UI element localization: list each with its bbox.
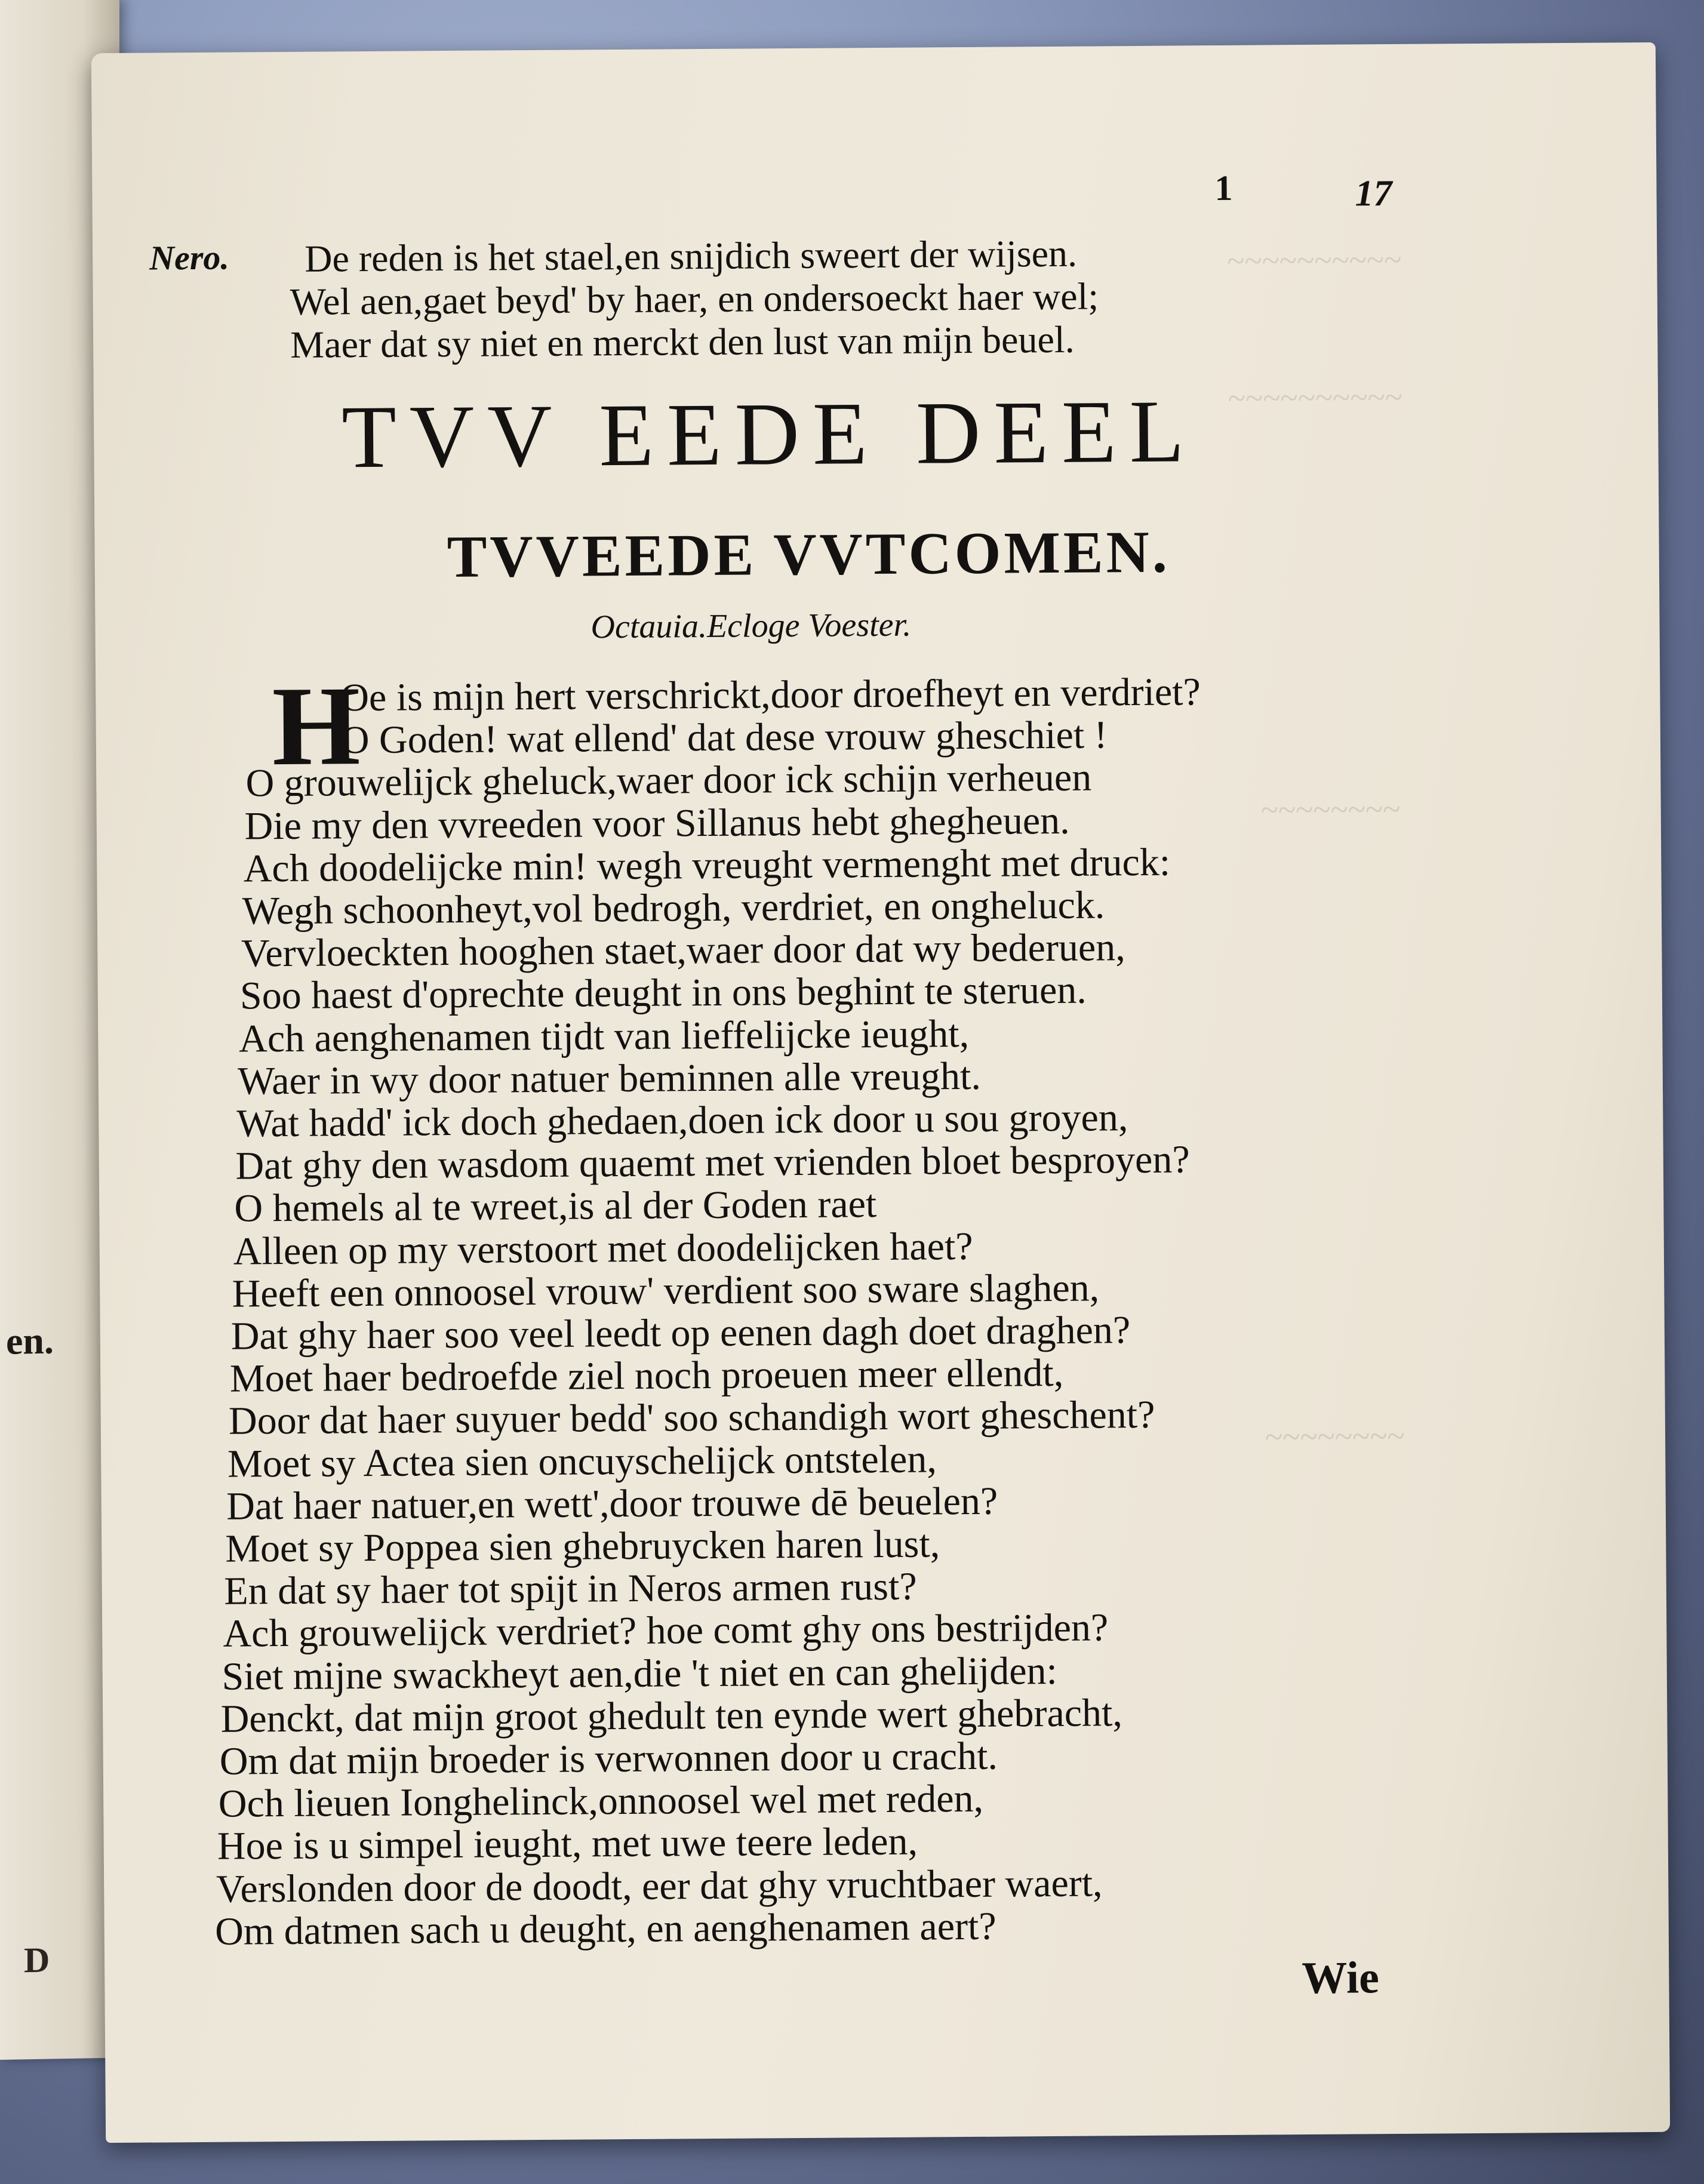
- verse-line: Hoe is u simpel ieught, met uwe teere leden,: [217, 1819, 918, 1869]
- show-through: ~~~~~~~~: [1260, 790, 1401, 828]
- opening-line-2: Wel aen,gaet beyd' by haer, en ondersoeckt haer wel;: [290, 275, 1099, 323]
- verse-line: Ach grouwelijck verdriet? hoe comt ghy ons bestrijden?: [223, 1605, 1109, 1656]
- verse-line: Om datmen sach u deught, en aenghenamen aert?: [214, 1904, 996, 1954]
- verse-line: Denckt, dat mijn groot ghedult ten eynde wert ghebracht,: [220, 1690, 1123, 1741]
- section-subtitle: TVVEEDE VVTCOMEN.: [447, 518, 1171, 590]
- drop-cap: H: [271, 663, 361, 790]
- verse-line: Dat ghy den wasdom quaemt met vrienden bloet besproyen?: [235, 1137, 1190, 1188]
- verse-line: Dat ghy haer soo veel leedt op eenen dagh doet draghen?: [230, 1308, 1131, 1358]
- show-through: ~~~~~~~~~~: [1228, 379, 1403, 416]
- speaker-label: Nero.: [149, 238, 230, 278]
- facing-page-word: en.: [6, 1319, 54, 1362]
- verse-line: Oe is mijn hert verschrickt,door droefheyt en verdriet?: [340, 670, 1201, 720]
- page-number: 17: [1355, 173, 1392, 214]
- verse-line: O grouwelijck gheluck,waer door ick schijn verheuen: [245, 755, 1092, 805]
- dramatis-personae: Octauia.Ecloge Voester.: [590, 606, 912, 646]
- show-through: ~~~~~~~~~~: [1227, 241, 1402, 279]
- verse-line: Verslonden door de doodt, eer dat ghy vruchtbaer waert,: [216, 1861, 1103, 1911]
- verse-line: Die my den vvreeden voor Sillanus hebt ghegheuen.: [244, 798, 1070, 848]
- verse-line: Vervloeckten hooghen staet,waer door dat wy bederuen,: [241, 925, 1125, 976]
- catchword: Wie: [1302, 1952, 1380, 2004]
- verse-line: Och lieuen Ionghelinck,onnoosel wel met reden,: [218, 1777, 984, 1826]
- verse-line: Soo haest d'oprechte deught in ons beghint te steruen.: [239, 968, 1087, 1018]
- verse-line: Waer in wy door natuer beminnen alle vreught.: [237, 1054, 982, 1103]
- verse-line: Moet sy Poppea sien ghebruycken haren lust,: [225, 1522, 940, 1571]
- show-through: ~~~~~~~~: [1265, 1417, 1405, 1455]
- verse-line: Wat hadd' ick doch ghedaen,doen ick door u sou groyen,: [236, 1096, 1128, 1146]
- opening-line-1: De reden is het stael,en snijdich sweert der wijsen.: [304, 232, 1078, 280]
- book-page: [91, 42, 1670, 2143]
- verse-line: Door dat haer suyuer bedd' soo schandigh wort gheschent?: [228, 1393, 1155, 1444]
- opening-line-3: Maer dat sy niet en merckt den lust van mijn beuel.: [290, 318, 1075, 366]
- verse-line: Ach aenghenamen tijdt van lieffelijcke ieught,: [238, 1011, 970, 1061]
- section-title: TVV EEDE DEEL: [341, 382, 1198, 487]
- verse-line: O Goden! wat ellend' dat dese vrouw gheschiet !: [340, 713, 1108, 762]
- verse-line: Moet sy Actea sien oncuyschelijck ontstelen,: [227, 1436, 937, 1486]
- verse-line: Alleen op my verstoort met doodelijcken haet?: [233, 1224, 973, 1274]
- signature-mark: 1: [1214, 168, 1233, 208]
- verse-line: Om dat mijn broeder is verwonnen door u cracht.: [219, 1734, 998, 1783]
- verse-line: Heeft een onnoosel vrouw' verdient soo sware slaghen,: [232, 1266, 1100, 1316]
- facing-page-letter: D: [24, 1940, 50, 1980]
- verse-line: Siet mijne swackheyt aen,die 't niet en can ghelijden:: [222, 1648, 1058, 1699]
- verse-line: Wegh schoonheyt,vol bedrogh, verdriet, en ongheluck.: [242, 883, 1105, 933]
- verse-line: Ach doodelijcke min! wegh vreught vermenght met druck:: [243, 840, 1171, 891]
- verse-line: En dat sy haer tot spijt in Neros armen rust?: [224, 1564, 917, 1613]
- verse-line: O hemels al te wreet,is al der Goden raet: [234, 1182, 877, 1231]
- verse-line: Moet haer bedroefde ziel noch proeuen meer ellendt,: [229, 1351, 1064, 1401]
- verse-line: Dat haer natuer,en wett',door trouwe dē beuelen?: [226, 1479, 998, 1528]
